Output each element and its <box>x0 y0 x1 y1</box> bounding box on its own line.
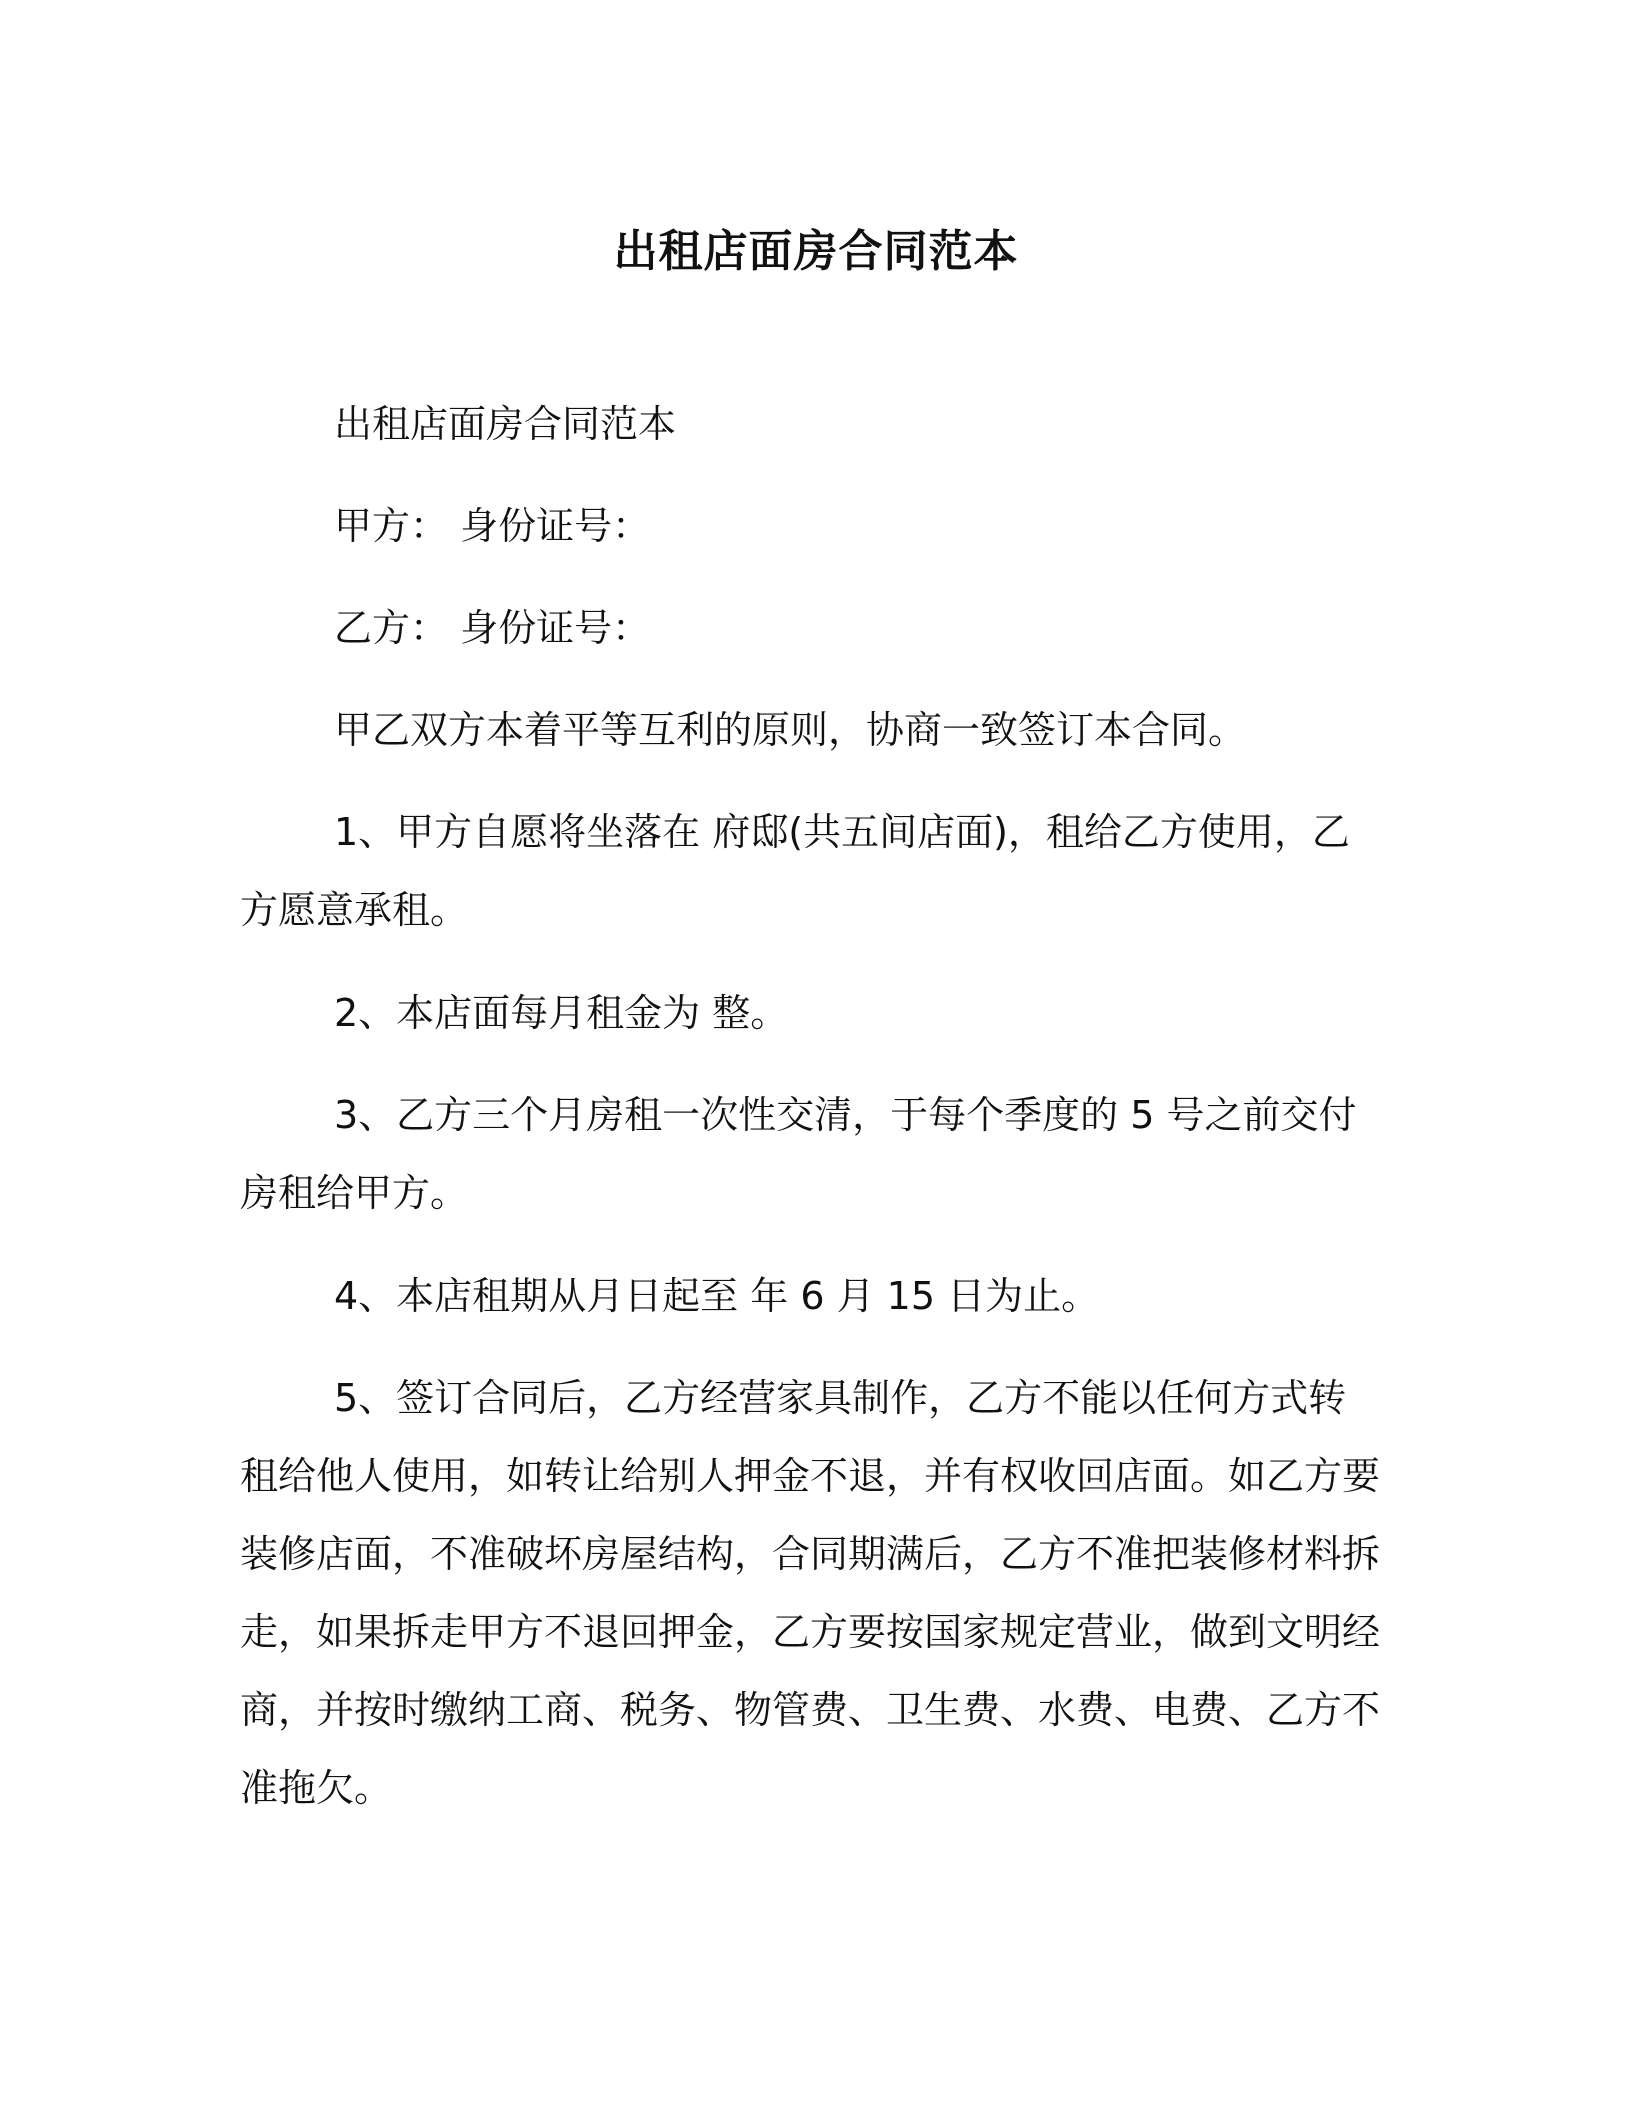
clause-4: 4、本店租期从月日起至 年 6 月 15 日为止。 <box>334 1274 1100 1318</box>
clause-3: 3、乙方三个月房租一次性交清，于每个季度的 5 号之前交付房租给甲方。 <box>240 1093 1357 1215</box>
intro-paragraph: 甲乙双方本着平等互利的原则，协商一致签订本合同。 <box>334 708 1247 752</box>
clause-1: 1、甲方自愿将坐落在 府邸(共五间店面)，租给乙方使用，乙方愿意承租。 <box>240 810 1350 932</box>
document-subtitle: 出租店面房合同范本 <box>334 402 677 446</box>
clause-2: 2、本店面每月租金为 整。 <box>334 991 789 1035</box>
clause-5: 5、签订合同后，乙方经营家具制作，乙方不能以任何方式转租给他人使用，如转让给别人押金不退，并有权收回店面。如乙方要装修店面，不准破坏房屋结构，合同期满后，乙方不准把装修材料拆走，如果拆走甲方不退回押金，乙方要按国家规定营业，做到文明经商，并按时缴纳工商、税务、物管费、卫生费、水费、电费、乙方不准拖欠。 <box>240 1376 1381 1810</box>
party-a-line: 甲方： 身份证号： <box>334 504 651 548</box>
document-title: 出租店面房合同范本 <box>613 226 1019 277</box>
party-b-line: 乙方： 身份证号： <box>334 606 651 650</box>
